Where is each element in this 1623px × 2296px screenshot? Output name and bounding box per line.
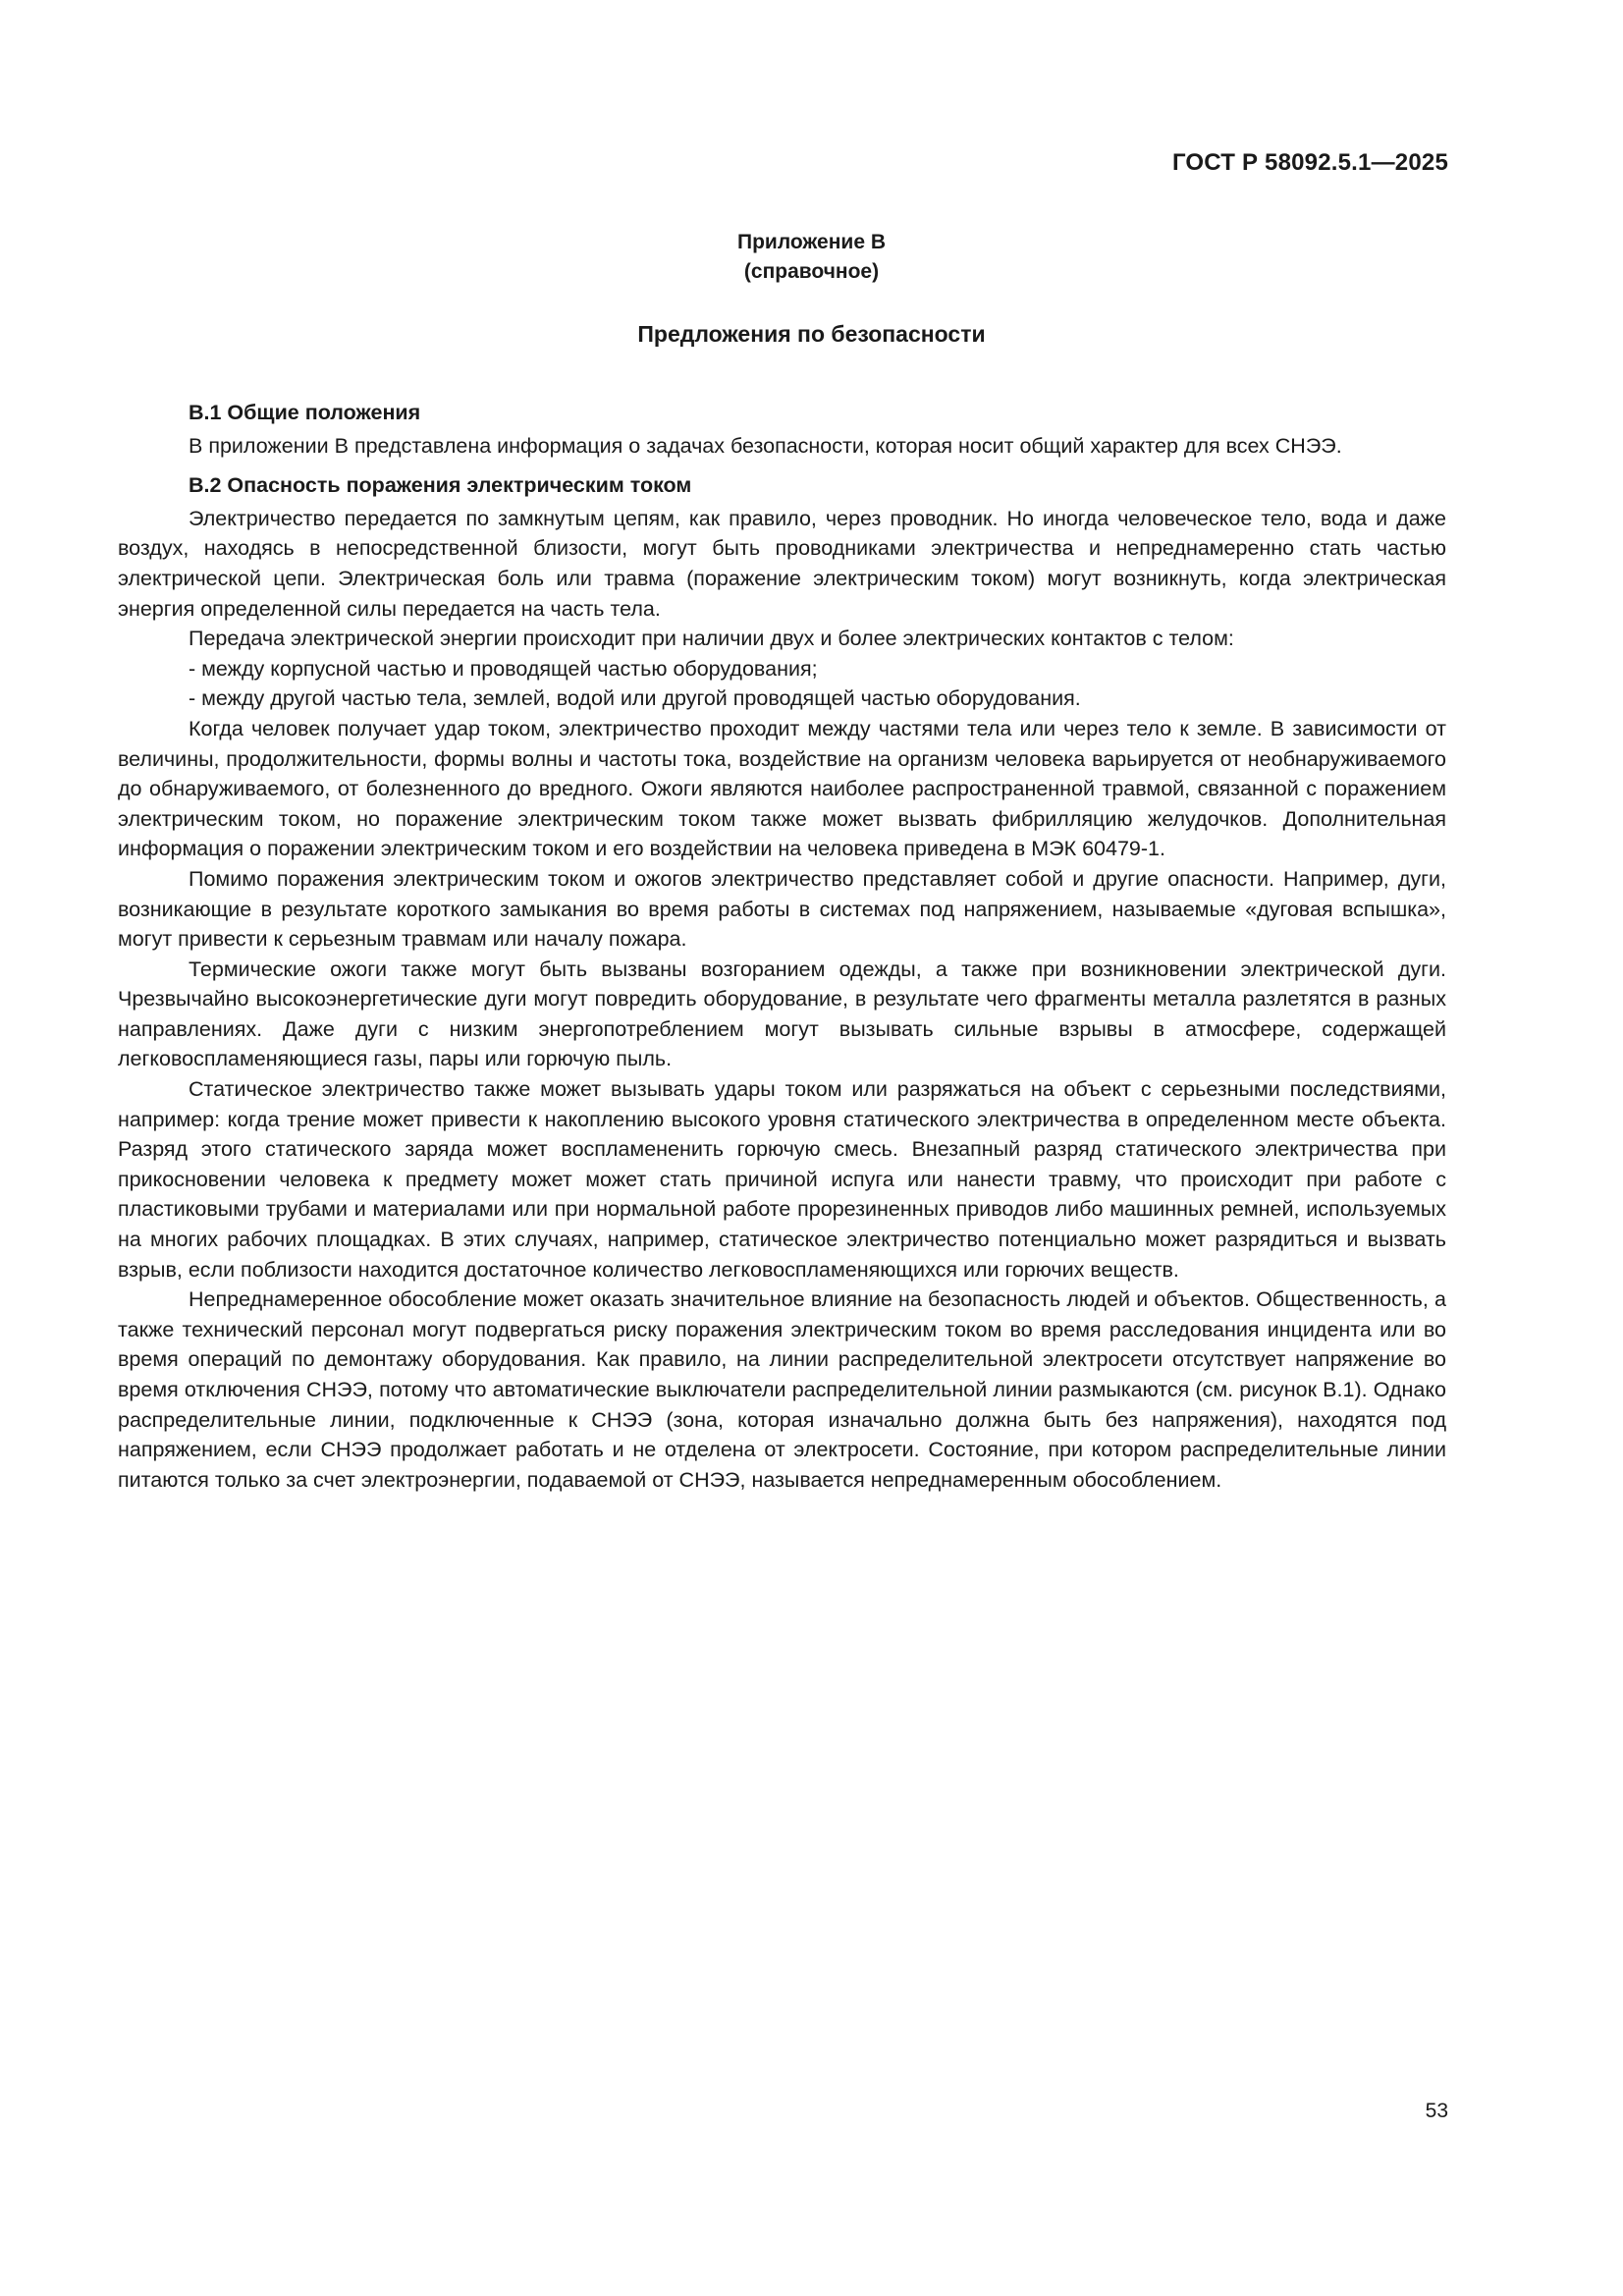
- annex-title: Предложения по безопасности: [637, 321, 986, 347]
- document-code: ГОСТ Р 58092.5.1—2025: [1171, 149, 1448, 176]
- paragraph: Когда человек получает удар током, электричество проходит между частями тела или через тело к земле. В зависимости от величины, продолжительности, формы волны и частоты тока, воздействие на организм человека варьируется от необнаруживаемого до обнаруживаемого, от болезненного до вредного. Ожоги являются наиболее распространенной травмой, связанной с поражением электрическим током, но поражение электрическим током также может вызвать фибрилляцию желудочков. Дополнительная информация о поражении электрическим током и его воздействии на человека приведена в МЭК 60479-1.: [118, 716, 1446, 861]
- section-heading: В.1 Общие положения: [189, 401, 421, 424]
- paragraph: Передача электрической энергии происходит при наличии двух и более электрических контактов с телом:: [189, 627, 1234, 651]
- section-heading: В.2 Опасность поражения электрическим током: [189, 473, 692, 498]
- page-number: 53: [1425, 2100, 1448, 2122]
- list-item: - между корпусной частью и проводящей частью оборудования;: [189, 656, 818, 681]
- paragraph: Электричество передается по замкнутым цепям, как правило, через проводник. Но иногда человеческое тело, вода и даже воздух, находясь в непосредственной близости, могут быть проводниками электричества и непреднамеренно стать частью электрической цепи. Электрическая боль или травма (поражение электрическим током) могут возникнуть, когда электрическая энергия определенной силы передается на часть тела.: [118, 506, 1446, 621]
- list-item: - между другой частью тела, землей, водой или другой проводящей частью оборудования.: [189, 686, 1081, 711]
- document-body: [118, 398, 1446, 1495]
- paragraph: Непреднамеренное обособление может оказать значительное влияние на безопасность людей и объектов. Общественность, а также технический персонал могут подвергаться риску поражения электрическим током во время расследования инцидента или во время операций по демонтажу оборудования. Как правило, на линии распределительной электросети отсутствует напряжение во время отключения СНЭЭ, потому что автоматические выключатели распределительной линии размыкаются (см. рисунок В.1). Однако распределительные линии, подключенные к СНЭЭ (зона, которая изначально должна быть без напряжения), находятся под напряжением, если СНЭЭ продолжает работать и не отделена от электросети. Состояние, при котором распределительные линии питаются только за счет электроэнергии, подаваемой от СНЭЭ, называется непреднамеренным обособлением.: [118, 1287, 1446, 1492]
- paragraph: В приложении В представлена информация о задачах безопасности, которая носит общий характер для всех СНЭЭ.: [189, 433, 1342, 458]
- annex-label: Приложение В: [736, 231, 886, 253]
- paragraph: Термические ожоги также могут быть вызваны возгоранием одежды, а также при возникновении электрической дуги. Чрезвычайно высокоэнергетические дуги могут повредить оборудование, в результате чего фрагменты металла разлетятся в разных направлениях. Даже дуги с низким энергопотреблением могут вызывать сильные взрывы в атмосфере, содержащей легковоспламеняющиеся газы, пары или горючую пыль.: [118, 957, 1446, 1071]
- annex-status: (справочное): [743, 260, 880, 283]
- paragraph: Помимо поражения электрическим током и ожогов электричество представляет собой и другие опасности. Например, дуги, возникающие в результате короткого замыкания во время работы в системах под напряжением, называемые «дуговая вспышка», могут привести к серьезным травмам или началу пожара.: [118, 866, 1446, 952]
- annex-heading: [0, 228, 1623, 287]
- paragraph: Статическое электричество также может вызывать удары током или разряжаться на объект с серьезными последствиями, например: когда трение может привести к накоплению высокого уровня статического электричества в определенном месте объекта. Разряд этого статического заряда может воспламененить горючую смесь. Внезапный разряд статического электричества при прикосновении человека к предмету может может стать причиной испуга или нанести травму, что происходит при работе с пластиковыми трубами и материалами или при нормальной работе прорезиненных приводов либо машинных ремней, используемых на многих рабочих площадках. В этих случаях, например, статическое электричество потенциально может разрядиться и вызвать взрыв, если поблизости находится достаточное количество легковоспламеняющихся или горючих веществ.: [118, 1077, 1446, 1282]
